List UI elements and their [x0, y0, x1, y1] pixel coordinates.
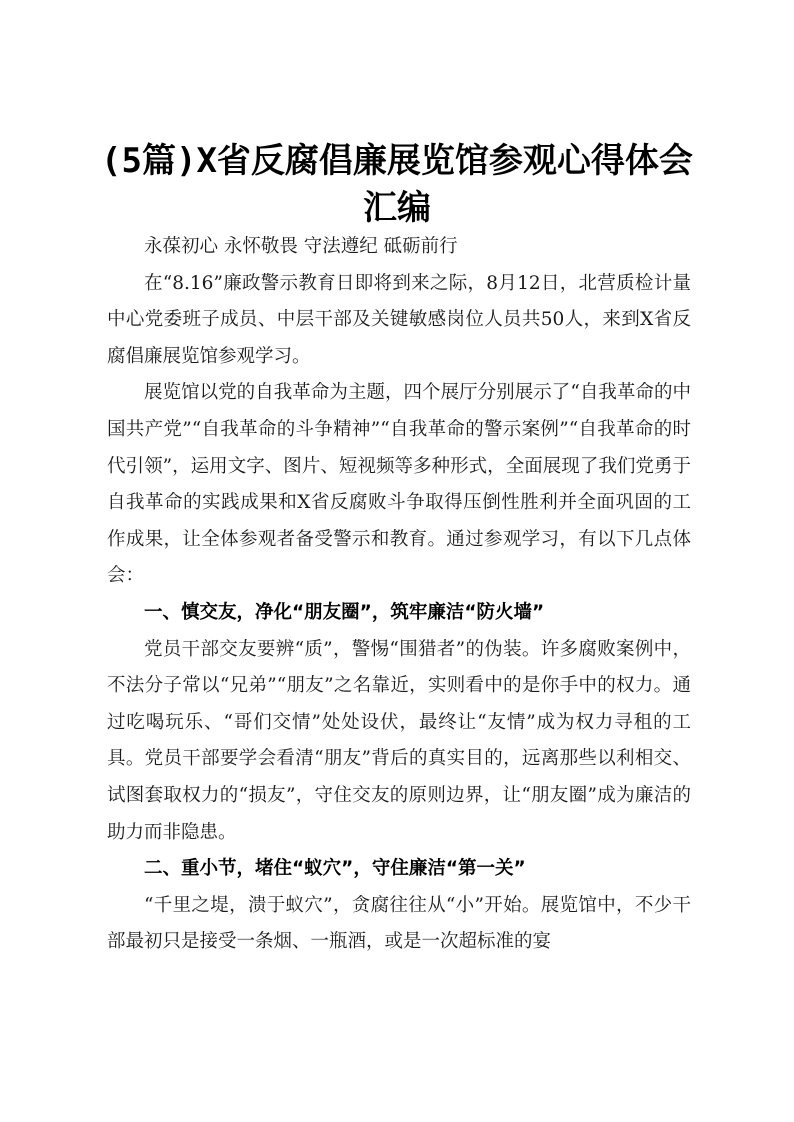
document-title: (5篇)X省反腐倡廉展览馆参观心得体会汇编 — [101, 141, 693, 228]
paragraph-exhibition: 展览馆以党的自我革命为主题，四个展厅分别展示了“自我革命的中国共产党”“自我革命的斗争精神”“自我革命的警示案例”“自我革命的时代引领”，运用文字、图片、短视频等多种形式，全面展现了我们党勇于自我革命的实践成果和X省反腐败斗争取得压倒性胜利并全面巩固的工作成果，让全体参观者备受警示和教育。通过参观学习，有以下几点体会： — [107, 382, 691, 587]
section-heading-2: 二、重小节，堵住“蚁穴”，守住廉洁“第一关” — [144, 858, 526, 880]
paragraph-details: “千里之堤，溃于蚁穴”，贪腐往往从“小”开始。展览馆中，不少干部最初只是接受一条烟、一瓶酒，或是一次超标准的宴 — [107, 894, 691, 953]
paragraph-friends: 党员干部交友要辨“质”，警惕“围猎者”的伪装。许多腐败案例中，不法分子常以“兄弟”“朋友”之名靠近，实则看中的是你手中的权力。通过吃喝玩乐、“哥们交情”处处设伏，最终让“友情”成为权力寻租的工具。党员干部要学会看清“朋友”背后的真实目的，远离那些以利相交、试图套取权力的“损友”，守住交友的原则边界，让“朋友圈”成为廉洁的助力而非隐患。 — [107, 638, 691, 843]
paragraph-intro: 在“8.16”廉政警示教育日即将到来之际，8月12日，北营质检计量中心党委班子成员、中层干部及关键敏感岗位人员共50人，来到X省反腐倡廉展览馆参观学习。 — [107, 272, 691, 367]
subtitle-line: 永葆初心 永怀敬畏 守法遵纪 砥砺前行 — [144, 236, 458, 257]
section-heading-1: 一、慎交友，净化“朋友圈”，筑牢廉洁“防火墙” — [144, 601, 545, 623]
document-body — [107, 229, 691, 961]
